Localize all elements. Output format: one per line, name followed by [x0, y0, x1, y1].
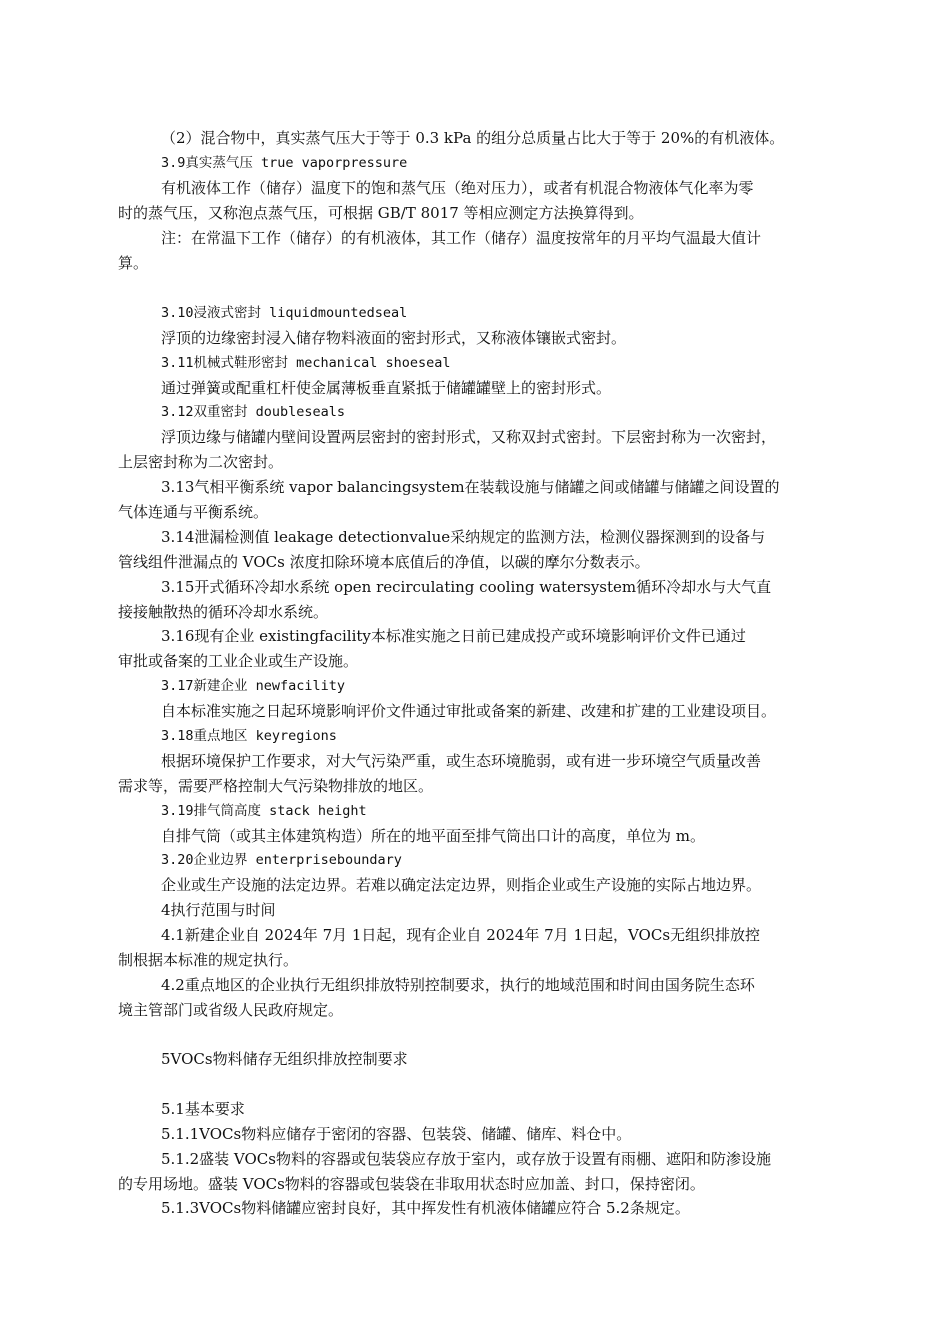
- paragraph-line: 5.1.3VOCs物料储罐应密封良好，其中挥发性有机液体储罐应符合 5.2条规定。: [161, 1199, 690, 1217]
- paragraph-line: 4.1新建企业自 2024年 7月 1日起，现有企业自 2024年 7月 1日起，VOCs无组织排放控: [161, 926, 761, 944]
- paragraph-line: 3.15开式循环冷却水系统 open recirculating cooling watersystem循环冷却水与大气直: [161, 578, 772, 596]
- paragraph-line: 4.2重点地区的企业执行无组织排放特别控制要求，执行的地域范围和时间由国务院生态环: [161, 976, 755, 994]
- section-heading: 4执行范围与时间: [161, 901, 276, 919]
- paragraph-line: 上层密封称为二次密封。: [118, 453, 284, 471]
- paragraph-line: 需求等，需要严格控制大气污染物排放的地区。: [118, 777, 434, 795]
- paragraph-line: 境主管部门或省级人民政府规定。: [118, 1001, 344, 1019]
- paragraph-line: 根据环境保护工作要求，对大气污染严重，或生态环境脆弱，或有进一步环境空气质量改善: [161, 752, 762, 770]
- paragraph-line: 5.1.2盛装 VOCs物料的容器或包装袋应存放于室内，或存放于设置有雨棚、遮阳和防渗设施: [161, 1150, 771, 1168]
- paragraph-line: （2）混合物中，真实蒸气压大于等于 0.3 kPa 的组分总质量占比大于等于 20%的有机液体。: [161, 129, 785, 147]
- term-heading: 3.19排气筒高度 stack height: [161, 803, 367, 819]
- paragraph-line: 管线组件泄漏点的 VOCs 浓度扣除环境本底值后的净值，以碳的摩尔分数表示。: [118, 553, 650, 571]
- paragraph-line: 制根据本标准的规定执行。: [118, 951, 299, 969]
- paragraph-line: 企业或生产设施的法定边界。若难以确定法定边界，则指企业或生产设施的实际占地边界。: [161, 876, 762, 894]
- section-heading: 5VOCs物料储存无组织排放控制要求: [161, 1050, 408, 1068]
- term-heading: 3.17新建企业 newfacility: [161, 678, 346, 694]
- paragraph-line: 气体连通与平衡系统。: [118, 503, 269, 521]
- paragraph-line: 审批或备案的工业企业或生产设施。: [118, 652, 359, 670]
- paragraph-line: 时的蒸气压，又称泡点蒸气压，可根据 GB/T 8017 等相应测定方法换算得到。: [118, 204, 644, 222]
- paragraph-line: 接接触散热的循环冷却水系统。: [118, 603, 329, 621]
- term-heading: 3.20企业边界 enterpriseboundary: [161, 852, 402, 868]
- note-line: 注：在常温下工作（储存）的有机液体，其工作（储存）温度按常年的月平均气温最大值计: [161, 229, 762, 247]
- term-heading: 3.9真实蒸气压 true vaporpressure: [161, 155, 408, 171]
- paragraph-line: 的专用场地。盛装 VOCs物料的容器或包装袋在非取用状态时应加盖、封口，保持密闭。: [118, 1175, 705, 1193]
- paragraph-line: 浮顶边缘与储罐内壁间设置两层密封的密封形式，又称双封式密封。下层密封称为一次密封，: [161, 428, 777, 446]
- paragraph-line: 5.1.1VOCs物料应储存于密闭的容器、包装袋、储罐、储库、料仓中。: [161, 1125, 632, 1143]
- paragraph-line: 自排气筒（或其主体建筑构造）所在的地平面至排气筒出口计的高度，单位为 m。: [161, 827, 705, 845]
- note-line: 算。: [118, 254, 149, 272]
- term-heading: 3.18重点地区 keyregions: [161, 728, 337, 744]
- paragraph-line: 自本标准实施之日起环境影响评价文件通过审批或备案的新建、改建和扩建的工业建设项目。: [161, 702, 777, 720]
- paragraph-line: 3.14泄漏检测值 leakage detectionvalue采纳规定的监测方法，检测仪器探测到的设备与: [161, 528, 766, 546]
- paragraph-line: 3.16现有企业 existingfacility本标准实施之日前已建成投产或环境影响评价文件已通过: [161, 627, 746, 645]
- term-heading: 3.12双重密封 doubleseals: [161, 404, 346, 420]
- subsection-heading: 5.1基本要求: [161, 1100, 245, 1118]
- paragraph-line: 有机液体工作（储存）温度下的饱和蒸气压（绝对压力），或者有机混合物液体气化率为零: [161, 179, 754, 197]
- term-heading: 3.11机械式鞋形密封 mechanical shoeseal: [161, 355, 451, 371]
- term-heading: 3.10浸液式密封 liquidmountedseal: [161, 305, 408, 321]
- paragraph-line: 3.13气相平衡系统 vapor balancingsystem在装载设施与储罐之间或储罐与储罐之间设置的: [161, 478, 780, 496]
- paragraph-line: 浮顶的边缘密封浸入储存物料液面的密封形式，又称液体镶嵌式密封。: [161, 329, 627, 347]
- paragraph-line: 通过弹簧或配重杠杆使金属薄板垂直紧抵于储罐罐壁上的密封形式。: [161, 379, 612, 397]
